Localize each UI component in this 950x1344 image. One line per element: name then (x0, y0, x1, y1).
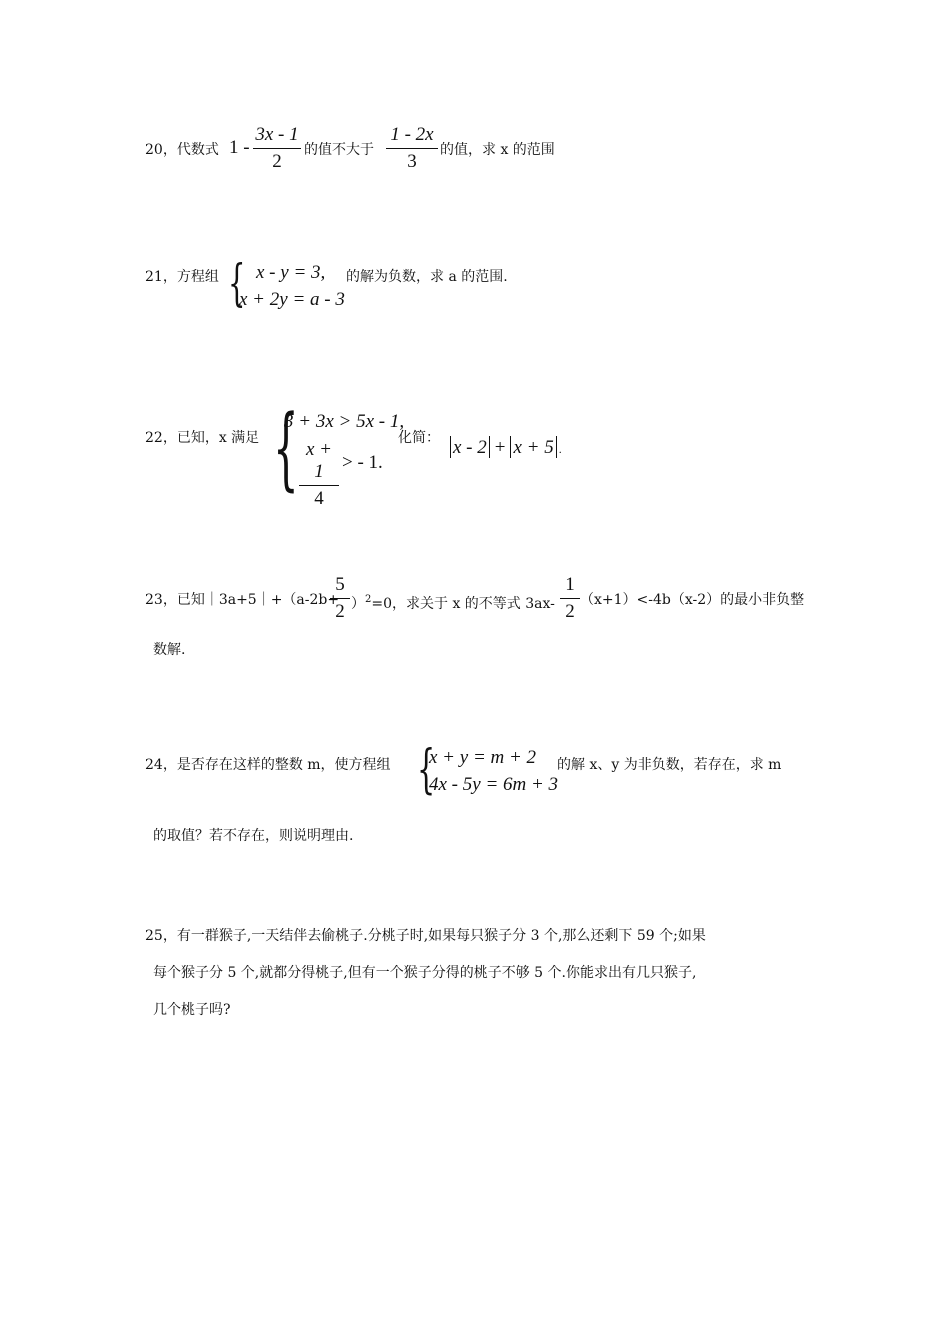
q23-frac1-numerator: 5 (335, 574, 345, 595)
q22-equation-1: 3 + 3x > 5x - 1, (284, 411, 405, 432)
fraction-bar (386, 148, 438, 149)
q24-equation-2: 4x - 5y = 6m + 3 (429, 774, 559, 795)
q23-line-2: 数解. (153, 642, 186, 658)
left-brace: { (228, 254, 246, 312)
q21-prefix: 21，方程组 (145, 269, 219, 285)
q25-line-1: 25，有一群猴子,一天结伴去偷桃子.分桃子时,如果每只猴子分 3 个,那么还剩下 59 个;如果 (145, 928, 706, 944)
q23-superscript: 2 (365, 594, 372, 605)
q25-line-3: 几个桃子吗? (153, 1002, 231, 1018)
q20-frac1-numerator: 3x - 1 (255, 124, 299, 145)
q22-equation-2-tail: > - 1. (342, 452, 383, 473)
q24-prefix: 24，是否存在这样的整数 m，使方程组 (145, 757, 391, 773)
q20-suffix: 的值，求 x 的范围 (440, 142, 555, 158)
q23-frac1-denominator: 2 (335, 601, 345, 622)
q24-line-2: 的取值？若不存在，则说明理由. (153, 828, 354, 844)
q25-line-2: 每个猴子分 5 个,就都分得桃子,但有一个猴子分得的桃子不够 5 个.你能求出有几只猴子, (153, 965, 697, 981)
q21-equation-2: x + 2y = a - 3 (239, 289, 345, 310)
q20-prefix: 20，代数式 (145, 142, 219, 158)
q22-mid: 化简： (398, 430, 440, 446)
q20-frac2-denominator: 3 (407, 151, 417, 172)
q22-abs-1: x - 2 (453, 437, 487, 458)
q22-plus: + (494, 437, 506, 458)
fraction-bar (330, 598, 350, 599)
q22-frac-numerator: x + 1 (305, 439, 332, 482)
fraction-bar (253, 148, 301, 149)
q23-frac2-denominator: 2 (565, 601, 575, 622)
fraction-bar (299, 485, 339, 486)
fraction-bar (560, 598, 580, 599)
q23-part-3: =0，求关于 x 的不等式 3ax- (371, 596, 555, 612)
q23-part-1: 23，已知｜3a+5｜+（a-2b+ (145, 592, 340, 608)
q21-suffix: 的解为负数，求 a 的范围. (346, 269, 508, 285)
left-brace: { (273, 396, 299, 501)
q23-part-4: （x+1）<-4b（x-2）的最小非负整 (580, 592, 805, 608)
q20-frac1-denominator: 2 (272, 151, 282, 172)
abs-bar (489, 436, 490, 458)
left-brace: { (417, 740, 436, 800)
q22-frac-denominator: 4 (314, 488, 324, 509)
q23-paren-close: ） (351, 596, 365, 612)
q23-part-2 (351, 590, 555, 614)
abs-bar (510, 436, 511, 458)
q20-frac2-numerator: 1 - 2x (390, 124, 434, 145)
q22-end: . (558, 442, 562, 456)
abs-bar (450, 436, 451, 458)
q24-suffix: 的解 x、y 为非负数，若存在，求 m (557, 757, 782, 773)
abs-bar (556, 436, 557, 458)
q20-fraction-2 (386, 124, 438, 173)
q22-prefix: 22，已知，x 满足 (145, 430, 260, 446)
q20-one-minus: 1 - (229, 137, 250, 158)
q21-equation-1: x - y = 3, (256, 262, 326, 283)
q22-absolute-expression (448, 436, 562, 460)
q20-fraction-1 (253, 124, 301, 173)
q22-abs-2: x + 5 (513, 437, 554, 458)
q22-fraction (299, 439, 339, 510)
q24-equation-1: x + y = m + 2 (429, 747, 537, 768)
q23-frac2-numerator: 1 (565, 574, 575, 595)
q23-fraction-1 (330, 574, 350, 623)
q20-mid: 的值不大于 (304, 142, 374, 158)
q23-fraction-2 (560, 574, 580, 623)
